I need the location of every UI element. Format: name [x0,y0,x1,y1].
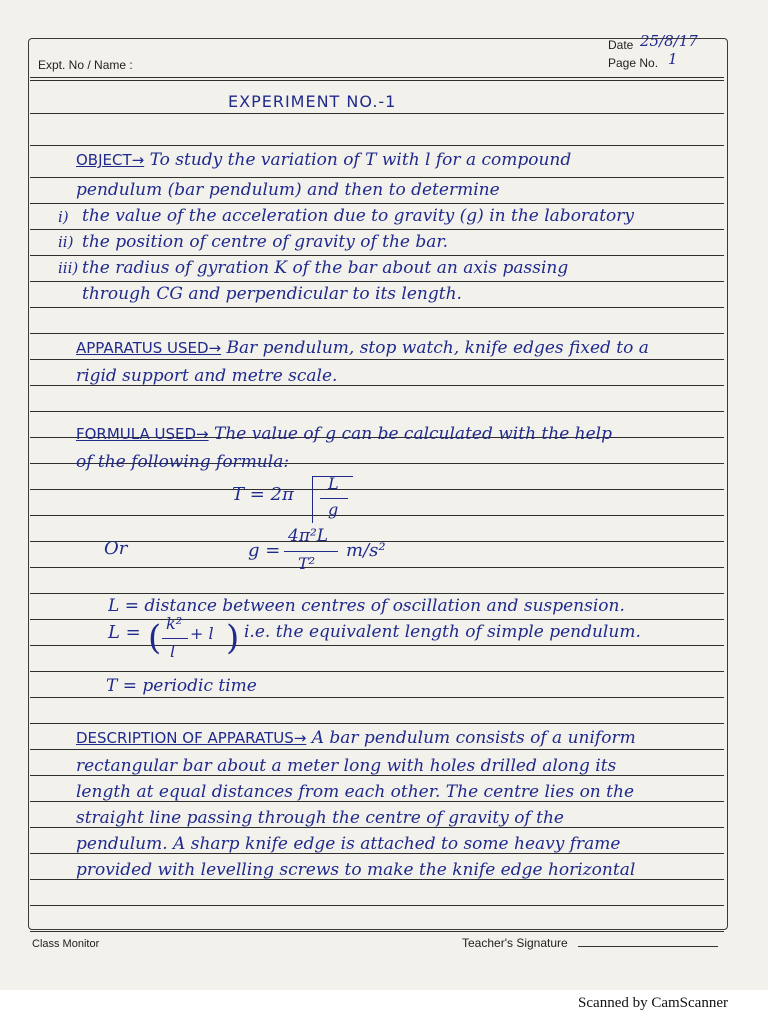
page-title: EXPERIMENT NO.-1 [228,92,397,111]
ruled-line [30,359,724,360]
object-text-1: To study the variation of T with l for a compound [149,150,572,170]
description-line-1 [76,728,726,748]
g-equals: g = [248,540,281,561]
ruled-line [30,411,724,412]
paren-left: ( [148,618,162,658]
L-explanation: i.e. the equivalent length of simple pendulum. [244,622,641,642]
ruled-line [30,333,724,334]
g-unit: m/s² [346,540,386,561]
L-equals: L = [108,622,141,643]
object-line-1 [76,150,571,170]
formula-text-1: The value of g can be calculated with the help [214,424,612,444]
description-line-6: provided with levelling screws to make the knife edge horizontal [76,860,636,880]
definition-L: L = distance between centres of oscillation and suspension. [108,596,625,616]
ruled-line [30,645,724,646]
page-label: Page No. [608,56,659,70]
g-denominator: T² [298,554,316,573]
formula-heading: FORMULA USED→ [76,425,209,443]
item-number: iii) [58,259,79,277]
signature-line [578,946,718,947]
or-label: Or [104,538,128,559]
ruled-line [30,749,724,750]
object-item-2: the position of centre of gravity of the bar. [82,232,449,252]
description-line-5: pendulum. A sharp knife edge is attached to some heavy frame [76,834,621,854]
teacher-signature-label: Teacher's Signature [462,936,568,950]
date-value: 25/8/17 [640,32,698,50]
object-item-1: the value of the acceleration due to gravity (g) in the laboratory [82,206,634,226]
ruled-line [30,593,724,594]
object-heading: OBJECT→ [76,151,145,169]
description-line-2: rectangular bar about a meter long with holes drilled along its [76,756,617,776]
apparatus-line-2: rigid support and metre scale. [76,366,338,386]
object-item-3: the radius of gyration K of the bar about an axis passing [82,258,569,278]
apparatus-line-1 [76,338,726,358]
page-value: 1 [668,50,678,68]
formula-line-2: of the following formula: [76,452,290,472]
date-label: Date [608,38,634,52]
L-denominator: l [170,642,176,661]
L-plus-l: + l [190,624,214,643]
description-line-4: straight line passing through the centre of gravity of the [76,808,564,828]
ruled-line [30,77,724,78]
ruled-line [30,177,724,178]
ruled-line [30,515,724,516]
ruled-line [30,80,724,81]
item-number: ii) [58,233,74,251]
class-monitor-label: Class Monitor [32,938,100,950]
ruled-line [30,307,724,308]
ruled-line [30,255,724,256]
ruled-line [30,145,724,146]
ruled-line [30,489,724,490]
fraction-denominator: g [328,500,339,519]
scanner-watermark: Scanned by CamScanner [578,995,728,1011]
object-line-last: through CG and perpendicular to its length. [82,284,462,304]
ruled-line [30,203,724,204]
g-numerator: 4π²L [288,526,329,546]
ruled-line [30,281,724,282]
ruled-line [30,671,724,672]
ruled-line [30,723,724,724]
description-heading: DESCRIPTION OF APPARATUS→ [76,729,307,747]
expt-label: Expt. No / Name : [38,58,133,72]
description-line-3: length at equal distances from each other. The centre lies on the [76,782,635,802]
definition-T: T = periodic time [106,676,257,696]
apparatus-text-1: Bar pendulum, stop watch, knife edges fixed to a [226,338,649,358]
formula-line-1 [76,424,726,444]
ruled-line [30,697,724,698]
ruled-line [30,229,724,230]
L-numerator: k² [166,614,183,633]
description-text-1: A bar pendulum consists of a uniform [311,728,636,748]
ruled-line [30,567,724,568]
ruled-line [30,619,724,620]
apparatus-heading: APPARATUS USED→ [76,339,222,357]
L-fraction-bar [162,638,188,639]
period-formula: T = 2π [232,484,294,505]
fraction-bar [320,498,348,499]
ruled-line [30,113,724,114]
ruled-line [30,931,724,932]
ruled-line [30,905,724,906]
paren-right: ) [226,618,240,658]
g-fraction-bar [284,551,338,552]
fraction-numerator: L [328,474,339,493]
item-number: i) [58,208,69,226]
object-line-2: pendulum (bar pendulum) and then to determine [76,180,500,200]
